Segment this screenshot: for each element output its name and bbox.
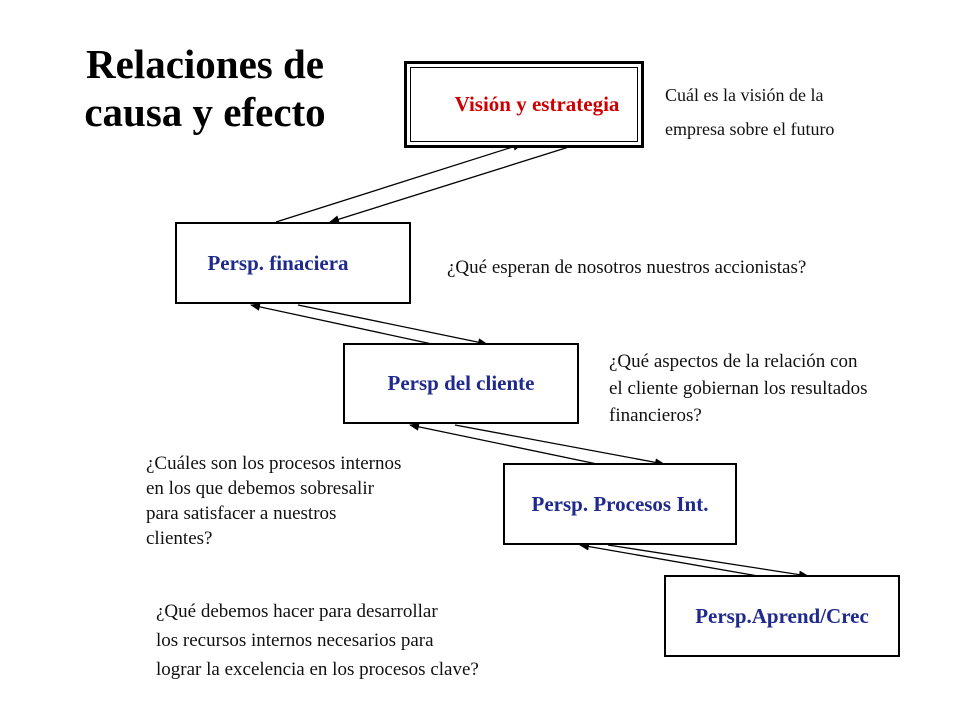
arrow-vision-to-fin bbox=[330, 146, 572, 222]
arrow-cli-to-proc bbox=[455, 425, 664, 464]
question-learning-line: lograr la excelencia en los procesos clave? bbox=[156, 659, 479, 680]
question-process-line: ¿Cuáles son los procesos internos bbox=[146, 453, 402, 474]
question-vision bbox=[665, 78, 834, 146]
question-vision-line: Cuál es la visión de la bbox=[665, 85, 824, 105]
question-learning-line: ¿Qué debemos hacer para desarrollar bbox=[156, 601, 438, 622]
question-process-line: para satisfacer a nuestros bbox=[146, 503, 337, 524]
box-learning-growth-perspective bbox=[664, 575, 900, 657]
question-customer-line: ¿Qué aspectos de la relación con bbox=[609, 351, 858, 372]
box-internal-process-perspective bbox=[503, 463, 737, 545]
arrow-fin-to-vision bbox=[276, 144, 522, 222]
box-process-label: Persp. Procesos Int. bbox=[531, 491, 709, 516]
title-line-1: Relaciones de bbox=[86, 41, 324, 87]
arrow-proc-to-apr bbox=[608, 545, 808, 576]
box-customer-perspective bbox=[343, 343, 579, 424]
question-vision-line: empresa sobre el futuro bbox=[665, 119, 835, 139]
box-financial-perspective bbox=[175, 222, 411, 304]
question-process-line: en los que debemos sobresalir bbox=[146, 478, 374, 499]
question-financial-line: ¿Qué esperan de nosotros nuestros accionistas? bbox=[447, 257, 807, 278]
question-process-line: clientes? bbox=[146, 528, 213, 549]
box-vision-strategy bbox=[404, 61, 644, 148]
box-financial-label: Persp. finaciera bbox=[207, 250, 349, 275]
arrow-apr-to-proc bbox=[580, 545, 758, 576]
arrow-cli-to-fin bbox=[251, 305, 432, 344]
question-process bbox=[146, 451, 401, 551]
title-line-2: causa y efecto bbox=[84, 89, 326, 135]
question-financial bbox=[447, 255, 806, 280]
question-customer-line: financieros? bbox=[609, 405, 702, 426]
arrow-proc-to-cli bbox=[410, 425, 597, 464]
box-vision-label: Visión y estrategia bbox=[454, 92, 620, 116]
question-customer-line: el cliente gobiernan los resultados bbox=[609, 378, 868, 399]
question-learning bbox=[156, 597, 479, 684]
box-customer-label: Persp del cliente bbox=[387, 371, 535, 395]
question-customer bbox=[609, 348, 868, 429]
box-learning-label: Persp.Aprend/Crec bbox=[695, 603, 869, 628]
arrow-fin-to-cli bbox=[298, 305, 487, 344]
question-learning-line: los recursos internos necesarios para bbox=[156, 630, 434, 651]
